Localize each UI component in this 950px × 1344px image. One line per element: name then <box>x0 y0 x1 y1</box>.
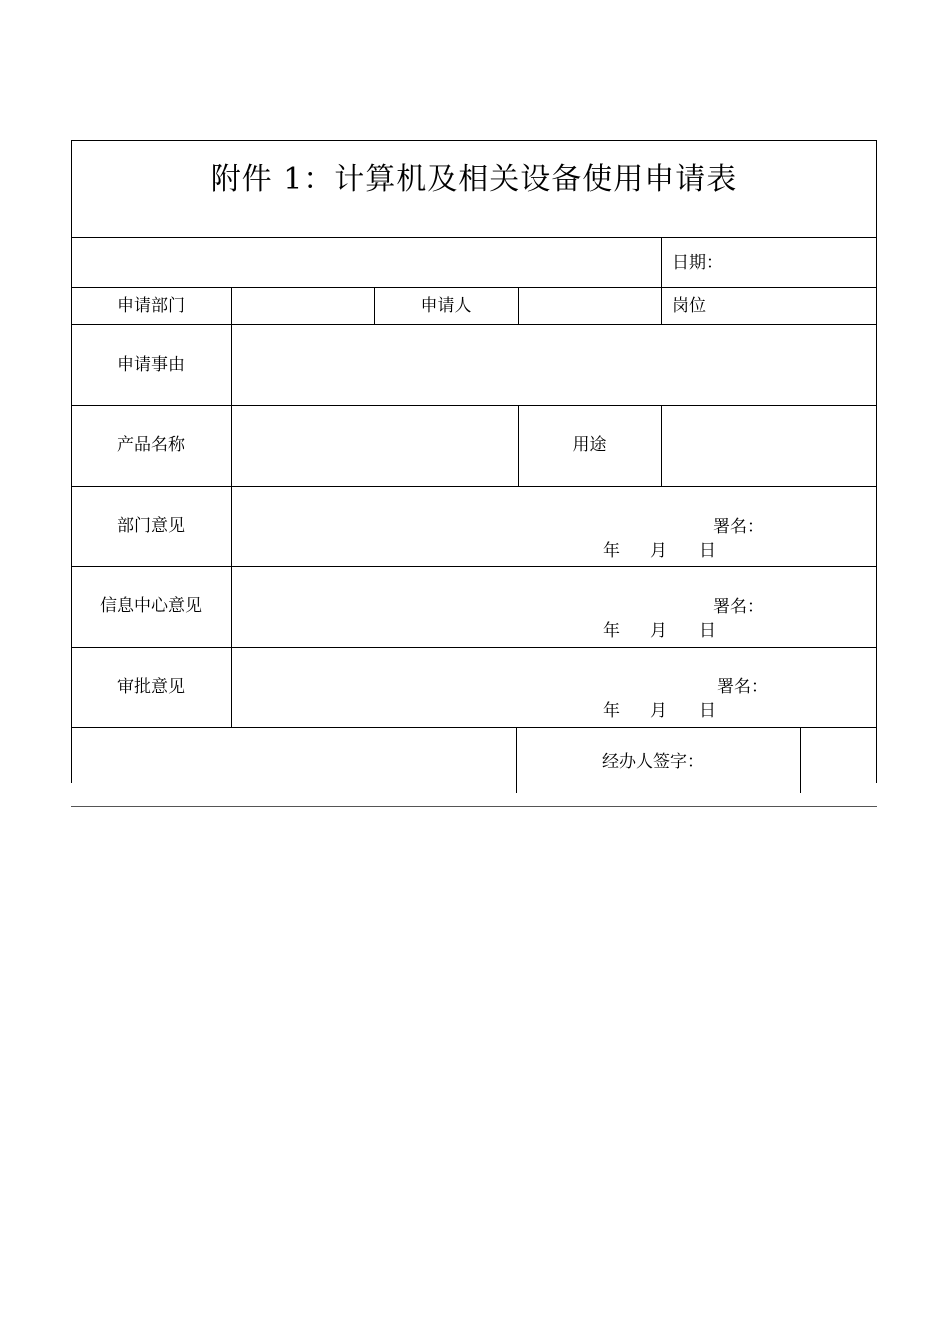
day-label: 日 <box>699 701 716 721</box>
usage-field[interactable] <box>662 406 876 486</box>
bottom-rule <box>71 806 877 807</box>
applicant-field[interactable] <box>519 288 661 324</box>
applicant-label: 申请人 <box>420 296 472 316</box>
month-label: 月 <box>650 701 667 721</box>
info-center-opinion-label: 信息中心意见 <box>100 596 202 616</box>
border-right <box>876 140 877 783</box>
department-field[interactable] <box>232 288 374 324</box>
day-label: 日 <box>699 541 716 561</box>
day-label: 日 <box>699 621 716 641</box>
month-label: 月 <box>650 621 667 641</box>
divider <box>71 486 877 487</box>
year-label: 年 <box>603 621 620 641</box>
divider <box>661 237 662 325</box>
handler-signature-field[interactable] <box>801 728 876 783</box>
reason-label: 申请事由 <box>117 355 185 375</box>
product-field[interactable] <box>232 406 518 486</box>
border-top <box>71 140 877 141</box>
divider <box>71 727 877 728</box>
application-form <box>71 140 877 795</box>
department-opinion-label: 部门意见 <box>117 516 185 536</box>
signature-label: 署名： <box>713 597 764 617</box>
divider <box>71 566 877 567</box>
divider <box>516 727 517 793</box>
department-label: 申请部门 <box>117 296 185 316</box>
approval-opinion-label: 审批意见 <box>117 677 185 697</box>
form-title: 附件 1：计算机及相关设备使用申请表 <box>210 162 738 197</box>
usage-label: 用途 <box>572 435 607 455</box>
product-label: 产品名称 <box>117 435 185 455</box>
signature-label: 署名： <box>717 677 768 697</box>
signature-label: 署名： <box>713 517 764 537</box>
date-label: 日期： <box>672 253 723 273</box>
year-label: 年 <box>603 701 620 721</box>
divider <box>71 287 877 288</box>
position-label: 岗位 <box>672 296 706 316</box>
year-label: 年 <box>603 541 620 561</box>
divider <box>71 237 877 238</box>
divider <box>71 647 877 648</box>
reason-field[interactable] <box>232 325 876 405</box>
handler-signature-label: 经办人签字： <box>602 752 704 772</box>
month-label: 月 <box>650 541 667 561</box>
